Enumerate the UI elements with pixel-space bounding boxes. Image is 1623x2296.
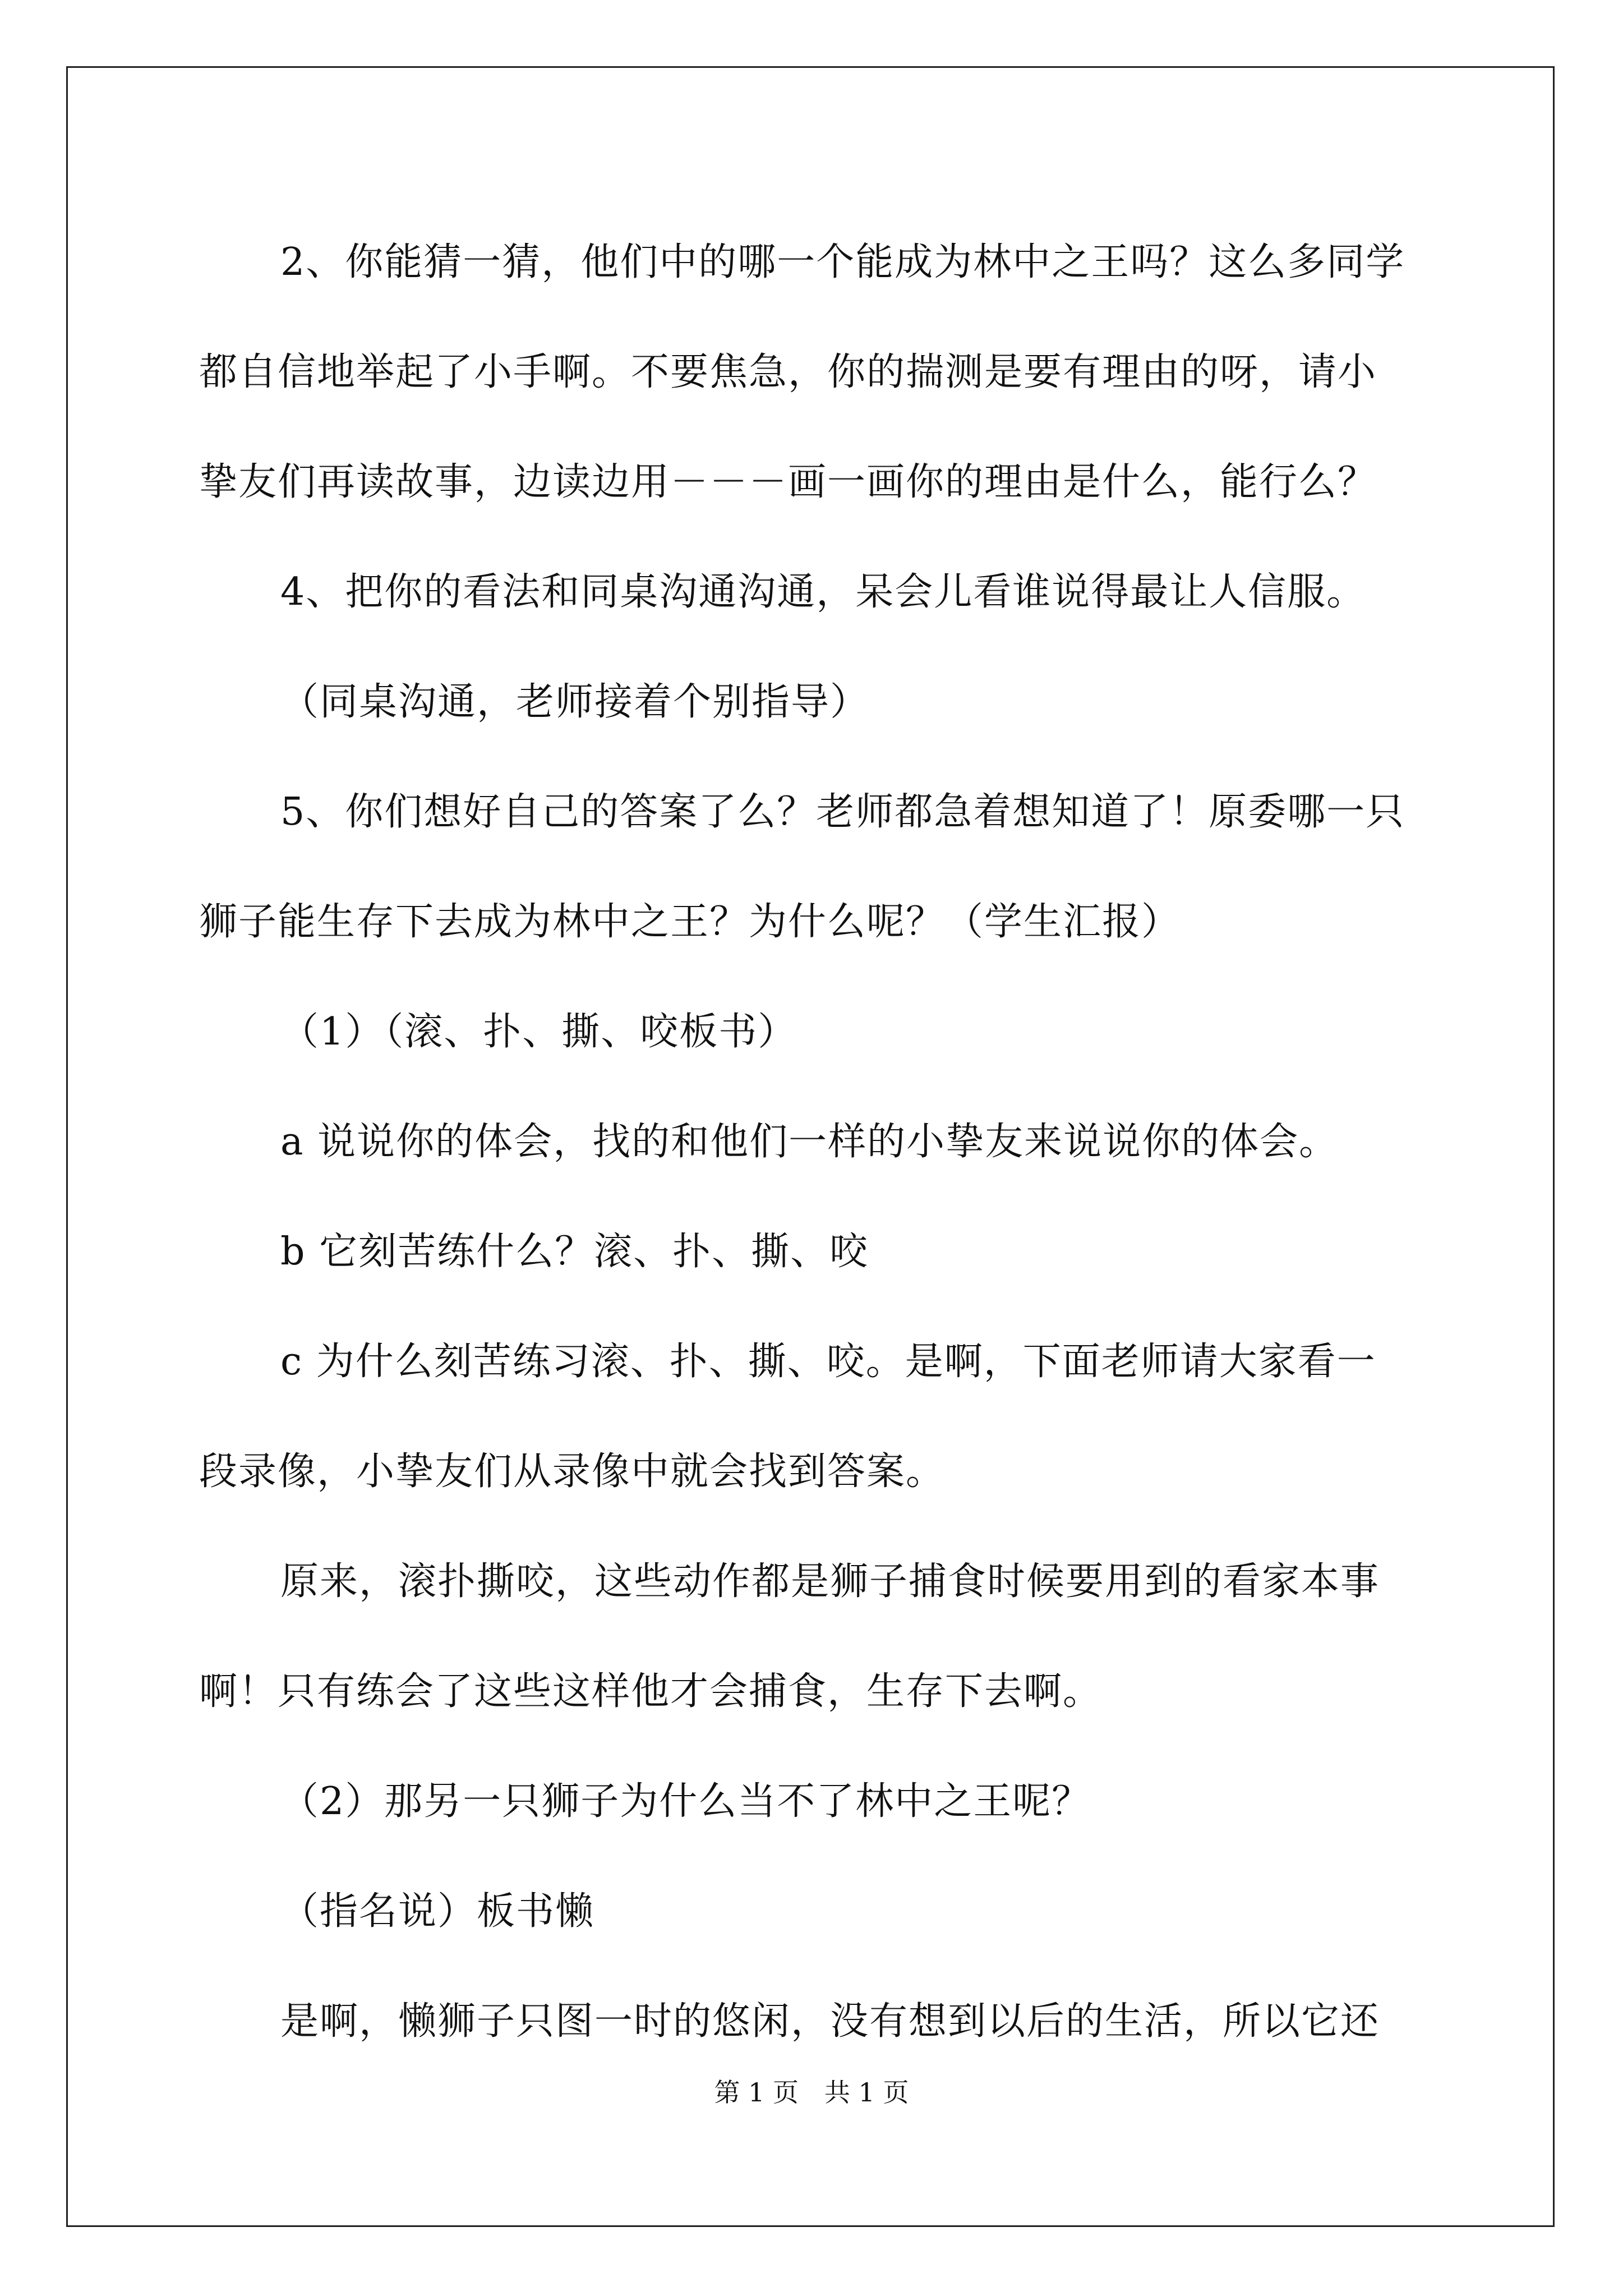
paragraph-line: a 说说你的体会，找的和他们一样的小挚友来说说你的体会。 (280, 1120, 1339, 1164)
paragraph-line: 啊！只有练会了这些这样他才会捕食，生存下去啊。 (199, 1669, 1103, 1714)
paragraph-line: （2）那另一只狮子为什么当不了林中之王呢？ (280, 1779, 1091, 1824)
paragraph-line: 都自信地举起了小手啊。不要焦急，你的揣测是要有理由的呀，请小 (199, 350, 1377, 394)
paragraph-line: 是啊，懒狮子只图一时的悠闲，没有想到以后的生活，所以它还 (280, 1999, 1380, 2044)
paragraph-line: （指名说）板书懒 (280, 1889, 595, 1934)
paragraph-line: c 为什么刻苦练习滚、扑、撕、咬。是啊，下面老师请大家看一 (280, 1340, 1376, 1384)
paragraph-line: （同桌沟通，老师接着个别指导） (280, 680, 870, 724)
paragraph-line: 4、把你的看法和同桌沟通沟通，呆会儿看谁说得最让人信服。 (280, 570, 1366, 614)
paragraph-line: 挚友们再读故事，边读边用－－－画一画你的理由是什么，能行么？ (199, 460, 1377, 504)
paragraph-line: b 它刻苦练什么？滚、扑、撕、咬 (280, 1230, 869, 1274)
page-number-footer: 第 1 页 共 1 页 (714, 2077, 909, 2108)
paragraph-line: 2、你能猜一猜，他们中的哪一个能成为林中之王吗？这么多同学 (280, 240, 1405, 284)
paragraph-line: （1）（滚、扑、撕、咬板书） (280, 1010, 797, 1054)
paragraph-line: 原来，滚扑撕咬，这些动作都是狮子捕食时候要用到的看家本事 (280, 1559, 1380, 1604)
paragraph-line: 狮子能生存下去成为林中之王？为什么呢？（学生汇报） (199, 900, 1181, 944)
paragraph-line: 段录像，小挚友们从录像中就会找到答案。 (199, 1450, 946, 1494)
document-body (199, 208, 1427, 2077)
paragraph-line: 5、你们想好自己的答案了么？老师都急着想知道了！原委哪一只 (280, 790, 1405, 834)
